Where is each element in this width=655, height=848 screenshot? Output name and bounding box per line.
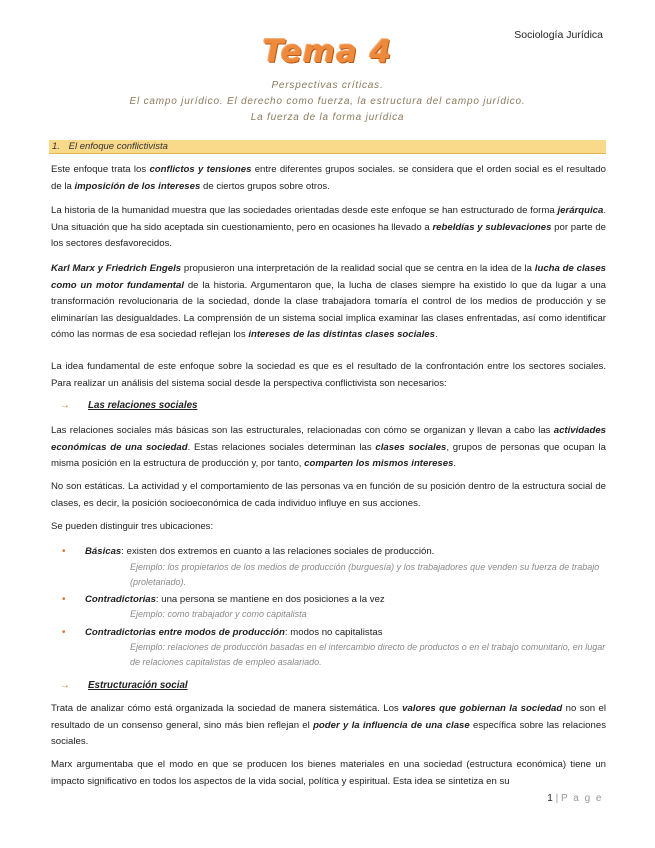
subheading-relaciones-sociales xyxy=(60,400,197,411)
subheading-estructuracion-social xyxy=(60,680,188,691)
footer-separator: | xyxy=(555,793,559,804)
bullet-text: : una persona se mantiene en dos posiciones a la vez xyxy=(155,594,385,605)
emphasis: lucha de clases como un motor fundamental xyxy=(51,263,606,291)
paragraph-7: Se pueden distinguir tres ubicaciones: xyxy=(51,521,214,532)
paragraph-6: No son estáticas. La actividad y el comportamiento de las personas va en función de su posición dentro de la estructura social de clases, es decir, la posición socioeconómica de cada individuo influye en sus acciones. xyxy=(51,481,606,509)
section-heading xyxy=(49,140,606,154)
section-number: 1. xyxy=(52,141,60,152)
text-run: entre diferentes grupos sociales. se considera que el orden social es el resultado de la xyxy=(51,164,606,192)
emphasis: conflictos y tensiones xyxy=(149,164,252,175)
subheading-label: Estructuración social xyxy=(88,680,188,691)
emphasis: clases sociales xyxy=(375,441,447,453)
text-run: no son el resultado de un consenso general, sino más bien reflejan el xyxy=(51,703,606,731)
example-contradictorias: Ejemplo: como trabajador y como capitalista xyxy=(130,609,307,619)
example-modos-produccion: Ejemplo: relaciones de producción basadas en el intercambio directo de productos o en el trabajo comunitario, en lugar de relaciones capitalistas de empleo asalariado. xyxy=(130,642,606,667)
footer-page-label: P a g e xyxy=(560,793,603,804)
emphasis: actividades económicas de una sociedad xyxy=(51,425,606,453)
page-footer xyxy=(547,793,603,804)
emphasis: Karl Marx y Friedrich Engels xyxy=(51,263,182,274)
bullet-term: Contradictorias xyxy=(85,594,156,605)
page-number: 1 xyxy=(547,793,553,804)
subtitle-line-3: La fuerza de la forma jurídica xyxy=(250,112,405,123)
subtitle-line-1: Perspectivas críticas. xyxy=(271,80,384,91)
emphasis: imposición de los intereses xyxy=(74,180,201,192)
page-title: Tema 4 xyxy=(262,34,393,70)
bullet-icon: • xyxy=(62,594,66,605)
bullet-text: : existen dos extremos en cuanto a las relaciones sociales de producción. xyxy=(121,546,435,557)
emphasis: intereses de las distintas clases sociales xyxy=(248,329,435,341)
paragraph-9: Marx argumentaba que el modo en que se producen los bienes materiales en una sociedad (estructura económica) tiene un impacto significativo en todos los aspectos de la vida social, política y espiritual. Esta idea se sintetiza en su xyxy=(51,759,606,787)
emphasis: valores que gobiernan la sociedad xyxy=(402,703,563,714)
text-run: , grupos de personas que ocupan la misma posición en la estructura de producción y, por tanto, xyxy=(51,441,606,470)
text-run: propusieron una interpretación de la realidad social que se centra en la idea de la xyxy=(181,263,535,274)
emphasis: poder y la influencia de una clase xyxy=(313,719,470,731)
arrow-icon: → xyxy=(60,680,70,691)
bullet-icon: • xyxy=(62,546,66,557)
paragraph-3 xyxy=(51,261,606,344)
bullet-text: : modos no capitalistas xyxy=(284,627,383,638)
text-run: Este enfoque trata los xyxy=(51,164,150,175)
text-run: La historia de la humanidad muestra que las sociedades orientadas desde este enfoque se han estructurado de forma xyxy=(51,205,558,216)
bullet-icon: • xyxy=(62,627,66,638)
arrow-icon: → xyxy=(60,400,70,411)
text-run: específica sobre las relaciones sociales. xyxy=(51,719,606,748)
bullet-item-basicas xyxy=(62,544,602,559)
example-basicas: Ejemplo: los propietarios de los medios de producción (burguesía) y los trabajadores que venden su fuerza de trabajo (proletariado). xyxy=(130,562,600,587)
text-run: por parte de los sectores desfavorecidos. xyxy=(51,221,607,250)
emphasis: jerárquica xyxy=(557,205,604,216)
emphasis: rebeldías y sublevaciones xyxy=(432,221,552,233)
emphasis: comparten los mismos intereses xyxy=(304,458,454,470)
subtitle-line-2: El campo jurídico. El derecho como fuerza, la estructura del campo jurídico. xyxy=(129,96,526,107)
paragraph-2 xyxy=(51,203,606,253)
text-run: . xyxy=(453,458,457,470)
text-run: . xyxy=(434,329,438,341)
text-run: de ciertos grupos sobre otros. xyxy=(200,180,330,192)
paragraph-1 xyxy=(51,162,606,195)
text-run: de la historia. Argumentaron que, la lucha de clases siempre ha existido lo que da lugar a una transformación revolucionaria de la sociedad, donde la clase trabajadora tomaría el control de los medios de producción y se eliminarían las desigualdades. La comprensión de un sistema social implica examinar las clases enfrentadas, así como identificar cómo las normas de esa sociedad reflejan los xyxy=(51,279,607,341)
bullet-item-modos-produccion xyxy=(62,625,602,640)
section-title: El enfoque conflictivista xyxy=(68,141,168,152)
text-run: Las relaciones sociales más básicas son las estructurales, relacionadas con cómo se organizan y llevan a cabo las xyxy=(51,425,554,436)
subheading-label: Las relaciones sociales xyxy=(88,400,198,411)
text-run: Trata de analizar cómo está organizada la sociedad de manera sistemática. Los xyxy=(51,703,403,714)
bullet-item-contradictorias xyxy=(62,592,602,607)
header-course: Sociología Jurídica xyxy=(514,29,603,41)
paragraph-5 xyxy=(51,423,606,473)
paragraph-4: La idea fundamental de este enfoque sobre la sociedad es que es el resultado de la confrontación entre los sectores sociales. Para realizar un análisis del sistema social desde la perspectiva conflictivista son necesarios: xyxy=(51,361,606,389)
text-run: . Una situación que ha sido aceptada sin cuestionamiento, pero en ocasiones ha llevado a xyxy=(51,205,606,233)
text-run: . Estas relaciones sociales determinan las xyxy=(187,441,376,453)
bullet-term: Contradictorias entre modos de producción xyxy=(85,627,285,638)
bullet-term: Básicas xyxy=(85,546,122,557)
paragraph-8 xyxy=(51,701,606,751)
